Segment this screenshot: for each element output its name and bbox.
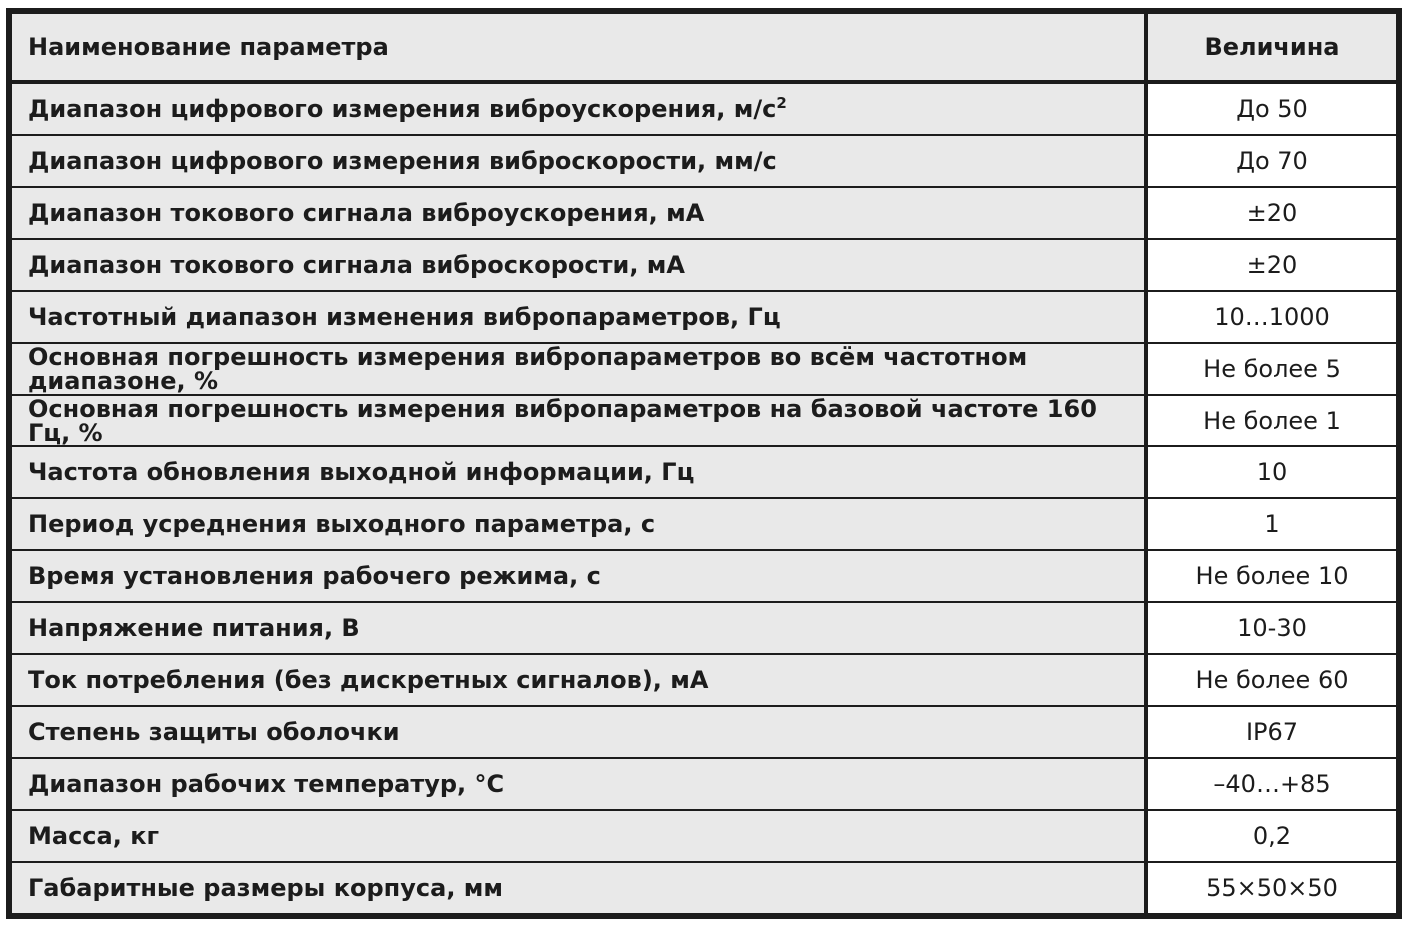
row-value: Не более 10 bbox=[1146, 550, 1397, 602]
table-row bbox=[11, 654, 1397, 706]
table-row bbox=[11, 602, 1397, 654]
row-parameter bbox=[11, 82, 1146, 135]
table-row bbox=[11, 446, 1397, 498]
row-parameter: Диапазон цифрового измерения виброскорости, мм/с bbox=[11, 135, 1146, 187]
row-value: IP67 bbox=[1146, 706, 1397, 758]
table-row bbox=[11, 758, 1397, 810]
header-value: Величина bbox=[1146, 13, 1397, 82]
row-parameter: Частота обновления выходной информации, Гц bbox=[11, 446, 1146, 498]
row-value: 0,2 bbox=[1146, 810, 1397, 862]
row-parameter: Период усреднения выходного параметра, с bbox=[11, 498, 1146, 550]
row-value: До 70 bbox=[1146, 135, 1397, 187]
table-row bbox=[11, 498, 1397, 550]
row-value: 1 bbox=[1146, 498, 1397, 550]
row-parameter: Диапазон рабочих температур, °С bbox=[11, 758, 1146, 810]
row-parameter: Основная погрешность измерения вибропараметров на базовой частоте 160 Гц, % bbox=[11, 395, 1146, 447]
row-value: 55×50×50 bbox=[1146, 862, 1397, 914]
row-parameter-text: Диапазон цифрового измерения виброускорения, м/с bbox=[28, 95, 777, 124]
table-row bbox=[11, 862, 1397, 914]
table-row bbox=[11, 810, 1397, 862]
row-value: Не более 5 bbox=[1146, 343, 1397, 395]
row-parameter: Габаритные размеры корпуса, мм bbox=[11, 862, 1146, 914]
row-value: До 50 bbox=[1146, 82, 1397, 135]
table-row bbox=[11, 135, 1397, 187]
spec-table bbox=[10, 12, 1398, 915]
table-row bbox=[11, 706, 1397, 758]
row-parameter: Степень защиты оболочки bbox=[11, 706, 1146, 758]
row-value: Не более 60 bbox=[1146, 654, 1397, 706]
table-row bbox=[11, 343, 1397, 395]
row-value: Не более 1 bbox=[1146, 395, 1397, 447]
row-value: 10-30 bbox=[1146, 602, 1397, 654]
table-row bbox=[11, 239, 1397, 291]
superscript: 2 bbox=[776, 94, 787, 113]
row-parameter: Напряжение питания, В bbox=[11, 602, 1146, 654]
table-row bbox=[11, 550, 1397, 602]
row-value: 10…1000 bbox=[1146, 291, 1397, 343]
row-parameter: Частотный диапазон изменения вибропараметров, Гц bbox=[11, 291, 1146, 343]
row-parameter: Диапазон токового сигнала виброускорения, мА bbox=[11, 187, 1146, 239]
header-parameter: Наименование параметра bbox=[11, 13, 1146, 82]
row-value: –40…+85 bbox=[1146, 758, 1397, 810]
spec-table-frame bbox=[6, 8, 1402, 919]
table-row bbox=[11, 82, 1397, 135]
row-parameter: Время установления рабочего режима, с bbox=[11, 550, 1146, 602]
row-value: 10 bbox=[1146, 446, 1397, 498]
row-value: ±20 bbox=[1146, 187, 1397, 239]
row-parameter: Ток потребления (без дискретных сигналов), мА bbox=[11, 654, 1146, 706]
table-row bbox=[11, 291, 1397, 343]
row-parameter: Диапазон токового сигнала виброскорости, мА bbox=[11, 239, 1146, 291]
table-row bbox=[11, 395, 1397, 447]
row-value: ±20 bbox=[1146, 239, 1397, 291]
table-row bbox=[11, 187, 1397, 239]
table-header-row bbox=[11, 13, 1397, 82]
row-parameter: Основная погрешность измерения вибропараметров во всём частотном диапазоне, % bbox=[11, 343, 1146, 395]
row-parameter: Масса, кг bbox=[11, 810, 1146, 862]
